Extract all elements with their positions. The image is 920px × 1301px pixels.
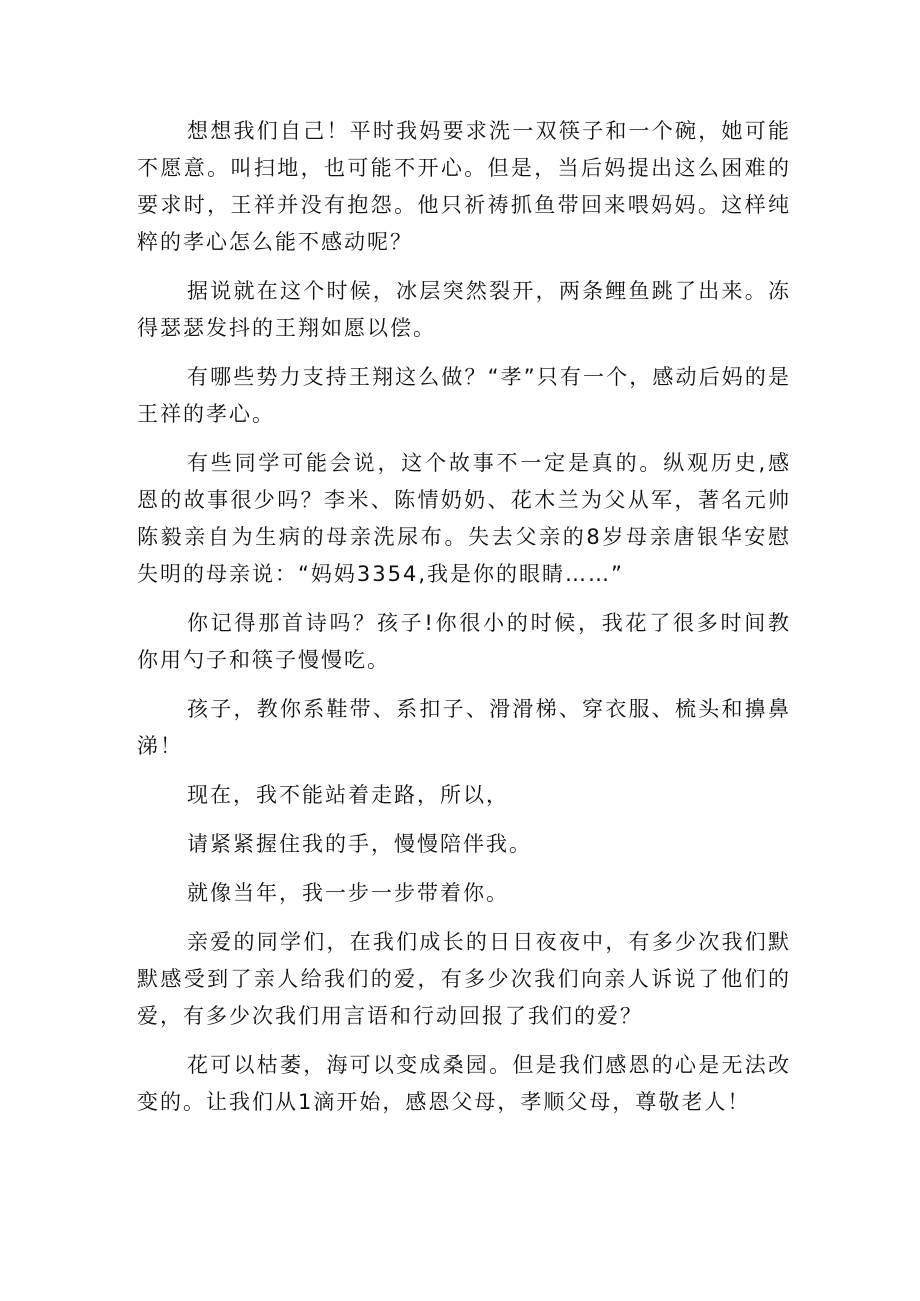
paragraph-9: 就像当年，我一步一步带着你。 (187, 881, 509, 905)
paragraph-6: 孩子，教你系鞋带、系扣子、滑滑梯、穿衣服、梳头和擤鼻涕！ (137, 697, 791, 758)
paragraph-4: 有些同学可能会说，这个故事不一定是真的。纵观历史,感恩的故事很少吗？李米、陈情奶奶、花木兰为父从军，著名元帅陈毅亲自为生病的母亲洗尿布。失去父亲的8岁母亲唐银华安慰失明的母亲说：“妈妈3354,我是你的眼睛……” (137, 451, 791, 586)
paragraph-10: 亲爱的同学们，在我们成长的日日夜夜中，有多少次我们默默感受到了亲人给我们的爱，有多少次我们向亲人诉说了他们的爱，有多少次我们用言语和行动回报了我们的爱？ (137, 930, 791, 1028)
paragraph-1: 想想我们自己！平时我妈要求洗一双筷子和一个碗，她可能不愿意。叫扫地，也可能不开心。但是，当后妈提出这么困难的要求时，王祥并没有抱怨。他只祈祷抓鱼带回来喂妈妈。这样纯粹的孝心怎么能不感动呢？ (137, 119, 791, 254)
paragraph-2: 据说就在这个时候，冰层突然裂开，两条鲤鱼跳了出来。冻得瑟瑟发抖的王翔如愿以偿。 (137, 279, 791, 340)
paragraph-3: 有哪些势力支持王翔这么做？“孝”只有一个，感动后妈的是王祥的孝心。 (137, 365, 791, 426)
paragraph-7: 现在，我不能站着走路，所以， (187, 783, 509, 807)
paragraph-5: 你记得那首诗吗？孩子!你很小的时候，我花了很多时间教你用勺子和筷子慢慢吃。 (137, 611, 791, 672)
paragraph-11: 花可以枯萎，海可以变成桑园。但是我们感恩的心是无法改变的。让我们从1滴开始，感恩父母，孝顺父母，尊敬老人！ (137, 1053, 791, 1114)
paragraph-8: 请紧紧握住我的手，慢慢陪伴我。 (187, 832, 532, 856)
